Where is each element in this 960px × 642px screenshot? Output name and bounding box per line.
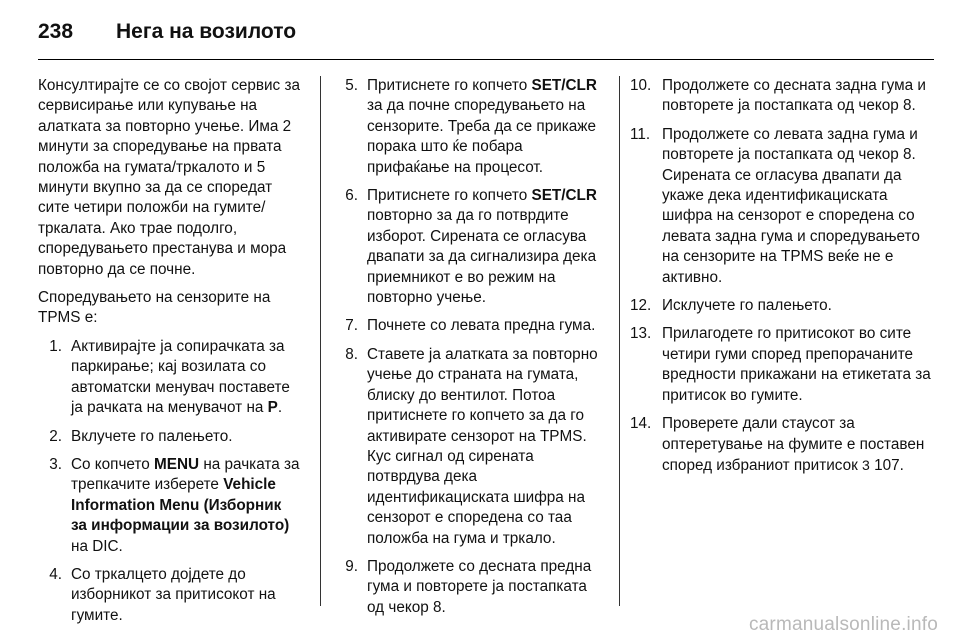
step-4: 4. Со тркалцето дојдете до изборникот за притисокот на гумите. <box>38 565 300 626</box>
set-clr-label: SET/CLR <box>531 187 597 205</box>
step-13: 13. Прилагодете го притисокот во сите четири гуми според препорачаните вредности прикажани на етикетата за притисок во гумите. <box>630 325 931 404</box>
step-number: 7. <box>345 317 358 335</box>
step-number: 12. <box>630 297 652 315</box>
steps-list-3 <box>630 76 932 476</box>
step-6: 6. Притиснете го копчето SET/CLR повторно за да го потврдите изборот. Сирената се огласува двапати за да сигнализира дека приемникот е во режим на повторно учење. <box>336 186 606 308</box>
step-9: 9. Продолжете со десната предна гума и повторете ја постапката од чекор 8. <box>336 557 606 618</box>
step-11: 11. Продолжете со левата задна гума и повторете ја постапката од чекор 8. Сирената се огласува двапати да укаже дека идентификациската шифра на сензорот е споредена со левата задна гума и споредувањето на сензорите на TPMS веќе не е активно. <box>630 125 920 286</box>
step-number: 14. <box>630 415 652 433</box>
steps-list-1 <box>38 337 300 626</box>
page-reference-arrow-icon: 3 <box>862 456 870 473</box>
step-number: 4. <box>49 565 62 583</box>
step-number: 3. <box>49 455 62 473</box>
step-number: 9. <box>345 557 358 575</box>
menu-button-label: MENU <box>154 455 200 473</box>
step-number: 10. <box>630 77 652 94</box>
step-2: 2. Вклучете го палењето. <box>38 427 300 447</box>
gear-position: P <box>267 399 278 417</box>
step-number: 11. <box>630 125 651 143</box>
steps-list-2 <box>336 76 606 618</box>
matching-intro: Споредувањето на сензорите на TPMS е: <box>38 289 271 327</box>
step-number: 2. <box>49 427 62 445</box>
column-divider <box>320 76 321 606</box>
step-number: 8. <box>345 345 358 363</box>
step-number: 1. <box>49 337 62 355</box>
column-2 <box>336 76 606 626</box>
set-clr-label: SET/CLR <box>531 77 597 94</box>
watermark: carmanualsonline.info <box>748 614 938 635</box>
step-10: 10. Продолжете со десната задна гума и повторете ја постапката од чекор 8. <box>630 77 926 115</box>
step-8: 8. Ставете ја алатката за повторно учење до страната на гумата, блиску до вентилот. Потоа притиснете го копчето за да го активирате сензорот на TPMS. Кус сигнал од сирената потврдува дека идентификациската шифра на сензорот е споредена со таа положба на гума и тркало. <box>336 345 606 549</box>
vehicle-info-menu-label: Vehicle Information Menu (Изборник за информации за возилото) <box>71 476 290 535</box>
column-3 <box>630 76 932 484</box>
column-divider <box>619 76 620 606</box>
step-5: 5. Притиснете го копчето SET/CLR за да почне споредувањето на сензорите. Треба да се прикаже порака што ќе побара прифаќање на процесот. <box>336 76 606 178</box>
step-1: 1. Активирајте ја сопирачката за паркирање; кај возилата со автоматски менувач поставете ја рачката на менувачот на P. <box>38 337 300 419</box>
section-title: Нега на возилото <box>116 20 297 43</box>
step-3: 3. Со копчето MENU на рачката за трепкачите изберете Vehicle Information Menu (Изборник за информации за возилото) на DIC. <box>38 455 300 557</box>
step-14: 14. Проверете дали стаусот за оптеретување на фумите е поставен според избраниот притисок 3 107. <box>630 415 925 474</box>
step-number: 13. <box>630 325 652 343</box>
step-7: 7. Почнете со левата предна гума. <box>336 316 606 336</box>
step-12: 12. Исклучете го палењето. <box>636 296 932 316</box>
header-rule <box>38 59 934 60</box>
step-number: 5. <box>345 77 358 94</box>
column-1 <box>38 76 300 634</box>
step-number: 6. <box>345 187 358 205</box>
page-reference-link[interactable]: 107. <box>869 456 904 474</box>
page-header <box>38 14 296 50</box>
page-number: 238 <box>38 20 74 43</box>
intro-paragraph: Консултирајте се со својот сервис за сервисирање или купување на алатката за повторно учење. Има 2 минути за споредување на првата положба на гумата/тркалото и 5 минути вкупно за да се споредат сите четири положби на гумите/тркалата. Ако трае подолго, споредувањето престанува и мора повторно да се почне. <box>38 77 300 278</box>
